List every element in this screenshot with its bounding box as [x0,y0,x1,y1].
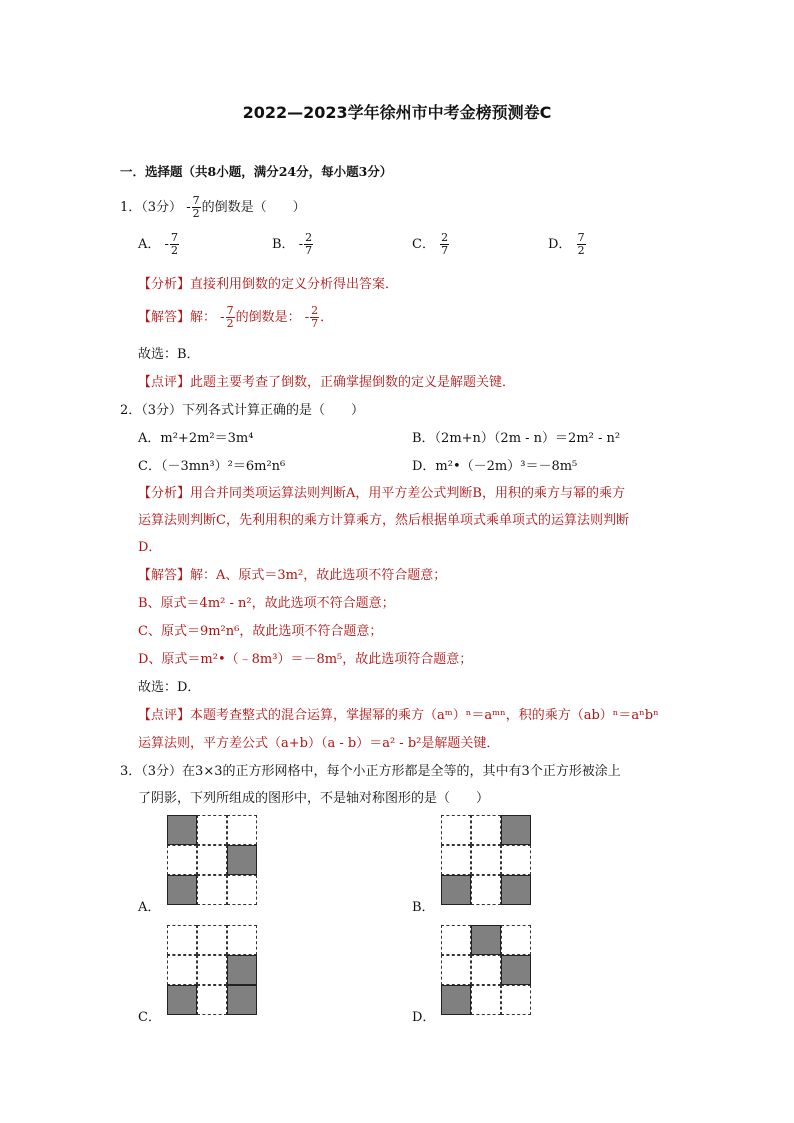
q3-option-a[interactable]: A． [138,900,161,915]
q2-choice: 故选：D． [138,680,201,695]
page-title: 2022—2023学年徐州市中考金榜预测卷C [242,103,552,122]
q2-answer-b: B、原式＝4m² - n²，故此选项不符合题意； [138,596,395,611]
q3-option-b[interactable]: B． [412,900,435,915]
q1-option-d[interactable]: D． $\frac{7}{2}$ [548,231,585,257]
section-heading: 一．选择题（共8小题，满分24分，每小题3分） [120,164,393,179]
q3-option-d[interactable]: D． [412,1010,436,1025]
q1-choice: 故选：B． [138,347,200,362]
q1-number: 1．（3分） [120,200,183,215]
q1-option-a[interactable]: A． - $\frac{7}{2}$ [138,231,178,257]
q3-grid-c [167,925,257,1015]
q2-option-a[interactable]: A．m²+2m²＝3m⁴ [138,431,254,446]
q2-option-b[interactable]: B．（2m+n）（2m - n）＝2m² - n² [412,431,621,446]
q1-answer: 【解答】解： - $\frac{7}{2}$ 的倒数是： - $\frac{2}{7}$ ． [138,304,334,330]
question-2-stem: 2．（3分）下列各式计算正确的是（ ） [120,403,365,418]
q1-analysis: 【分析】直接利用倒数的定义分析得出答案． [138,277,399,292]
q2-comment-line1: 【点评】本题考查整式的混合运算，掌握幂的乘方（aᵐ）ⁿ＝aᵐⁿ，积的乘方（ab）ⁿ＝aⁿbⁿ [138,708,659,723]
question-3-stem-line2: 了阴影，下列所组成的图形中，不是轴对称图形的是（ ） [138,791,490,806]
q2-answer-a: 【解答】解：A、原式＝3m²，故此选项不符合题意； [138,568,447,583]
q1-option-c[interactable]: C． $\frac{2}{7}$ [412,231,449,257]
q3-grid-b [441,815,531,905]
q2-analysis-line1: 【分析】用合并同类项运算法则判断A，用平方差公式判断B，用积的乘方与幂的乘方 [138,486,625,501]
q2-answer-d: D、原式＝m²•（﹣8m³）＝－8m⁵，故此选项符合题意； [138,652,473,667]
q3-grid-a [167,815,257,905]
q2-comment-line2: 运算法则，平方差公式（a+b）（a - b）＝a² - b²是解题关键． [138,736,500,751]
q1-fraction: $\frac{7}{2}$ [192,194,200,220]
question-1-stem: 1．（3分） - $\frac{7}{2}$ 的倒数是（ ） [120,194,306,220]
q3-grid-d [441,925,531,1015]
q2-option-c[interactable]: C．（－3mn³）²＝6m²n⁶ [138,459,286,474]
q2-answer-c: C、原式＝9m²n⁶，故此选项不符合题意； [138,624,383,639]
q3-option-c[interactable]: C． [138,1010,161,1025]
q2-analysis-line3: D． [138,540,162,555]
q1-comment: 【点评】此题主要考查了倒数，正确掌握倒数的定义是解题关键． [138,375,516,390]
q2-option-d[interactable]: D．m²•（－2m）³＝－8m⁵ [412,459,578,474]
question-3-stem-line1: 3．（3分）在3×3的正方形网格中，每个小正方形都是全等的，其中有3个正方形被涂上 [120,764,621,779]
q1-option-b[interactable]: B． - $\frac{2}{7}$ [272,231,313,257]
q2-analysis-line2: 运算法则判断C，先利用积的乘方计算乘方，然后根据单项式乘单项式的运算法则判断 [138,513,629,528]
